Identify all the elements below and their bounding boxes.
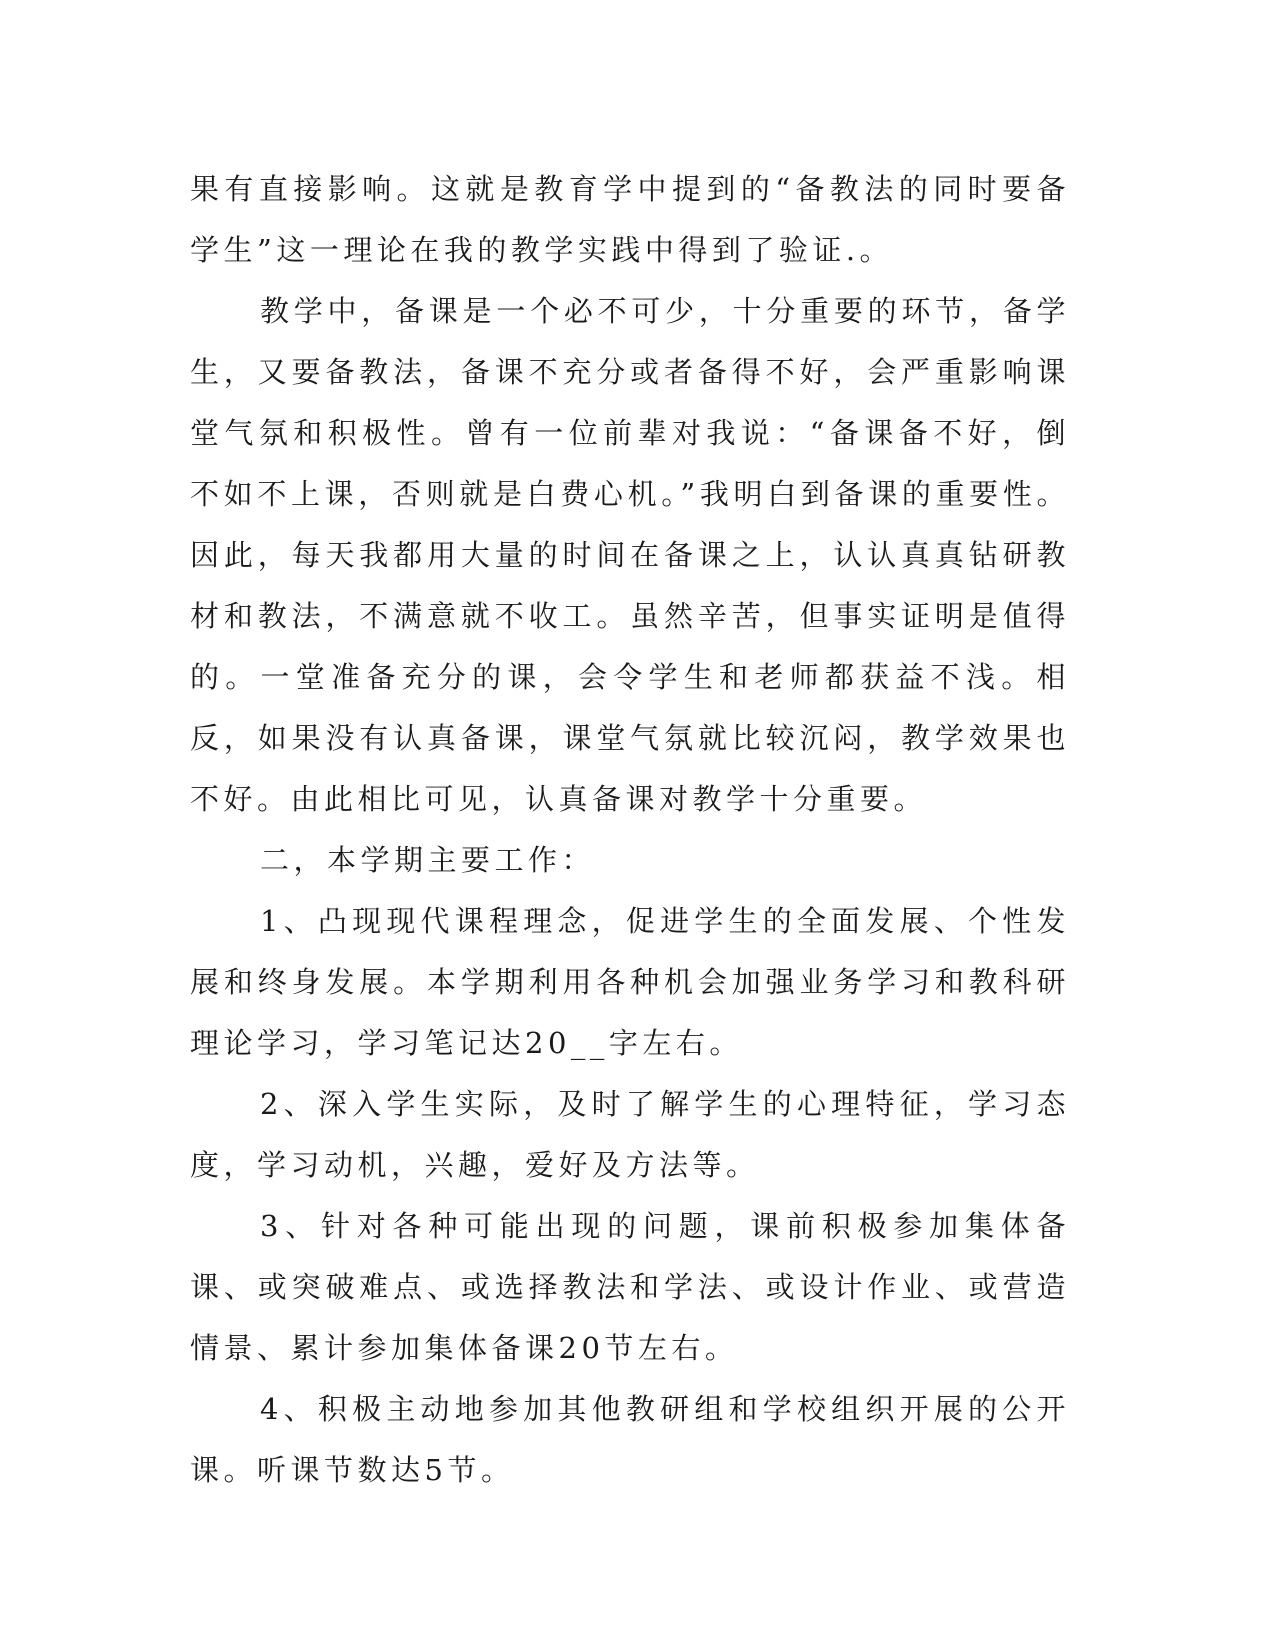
document-body <box>190 159 1070 1501</box>
list-item-1: 1、凸现现代课程理念，促进学生的全面发展、个性发展和终身发展。本学期利用各种机会加强业务学习和教科研理论学习，学习笔记达20__字左右。 <box>190 904 1070 1060</box>
list-item-3: 3、针对各种可能出现的问题，课前积极参加集体备课、或突破难点、或选择教法和学法、或设计作业、或营造情景、累计参加集体备课20节左右。 <box>190 1209 1070 1365</box>
list-item-2: 2、深入学生实际，及时了解学生的心理特征，学习态度，学习动机，兴趣，爱好及方法等。 <box>190 1087 1070 1182</box>
paragraph-continuation: 果有直接影响。这就是教育学中提到的“备教法的同时要备学生”这一理论在我的教学实践中得到了验证.。 <box>190 172 1070 267</box>
section-heading-main-work: 二，本学期主要工作： <box>260 843 596 877</box>
paragraph-lesson-preparation: 教学中，备课是一个必不可少，十分重要的环节，备学生，又要备教法，备课不充分或者备得不好，会严重影响课堂气氛和积极性。曾有一位前辈对我说：“备课备不好，倒不如不上课，否则就是白费心机。”我明白到备课的重要性。因此，每天我都用大量的时间在备课之上，认认真真钻研教材和教法，不满意就不收工。虽然辛苦，但事实证明是值得的。一堂准备充分的课，会令学生和老师都获益不浅。相反，如果没有认真备课，课堂气氛就比较沉闷，教学效果也不好。由此相比可见，认真备课对教学十分重要。 <box>190 294 1070 816</box>
list-item-4: 4、积极主动地参加其他教研组和学校组织开展的公开课。听课节数达5节。 <box>190 1392 1070 1487</box>
